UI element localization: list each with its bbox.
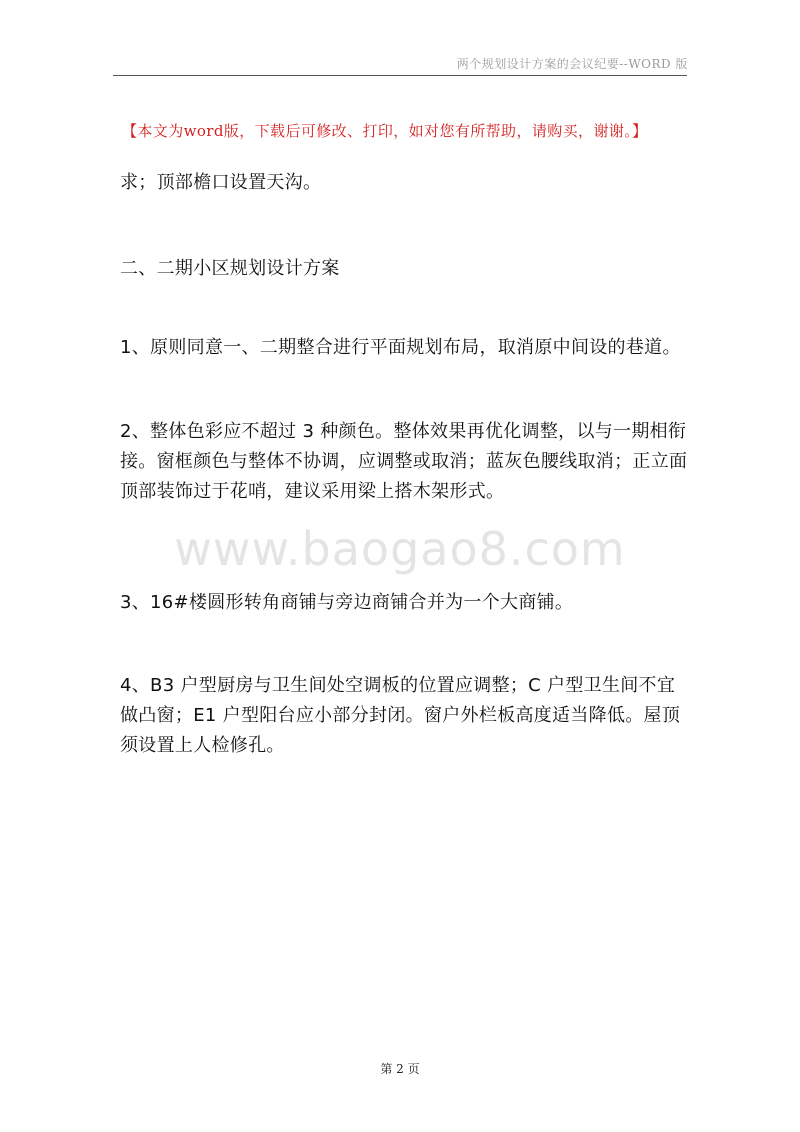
paragraph-item-2: 2、整体色彩应不超过 3 种颜色。整体效果再优化调整，以与一期相衔接。窗框颜色与整体不协调，应调整或取消；蓝灰色腰线取消；正立面顶部装饰过于花哨，建议采用梁上搭木架形式。 — [120, 421, 688, 502]
paragraph-item-1: 1、原则同意一、二期整合进行平面规划布局，取消原中间设的巷道。 — [120, 337, 681, 358]
header-title: 两个规划设计方案的会议纪要--WORD 版 — [456, 57, 688, 71]
page-number: 第 2 页 — [380, 1062, 420, 1076]
download-notice: 【本文为word版，下载后可修改、打印，如对您有所帮助，请购买，谢谢。】 — [122, 122, 648, 140]
paragraph-item-4: 4、B3 户型厨房与卫生间处空调板的位置应调整；C 户型卫生间不宜做凸窗；E1 户型阳台应小部分封闭。窗户外栏板高度适当降低。屋顶须设置上人检修孔。 — [120, 675, 681, 756]
header-divider — [113, 75, 687, 76]
section-heading: 二、二期小区规划设计方案 — [120, 258, 340, 279]
watermark: www.baogao8.com — [174, 522, 626, 576]
paragraph-item-3: 3、16#楼圆形转角商铺与旁边商铺合并为一个大商铺。 — [120, 592, 574, 613]
paragraph-continuation: 求；顶部檐口设置天沟。 — [120, 172, 322, 193]
